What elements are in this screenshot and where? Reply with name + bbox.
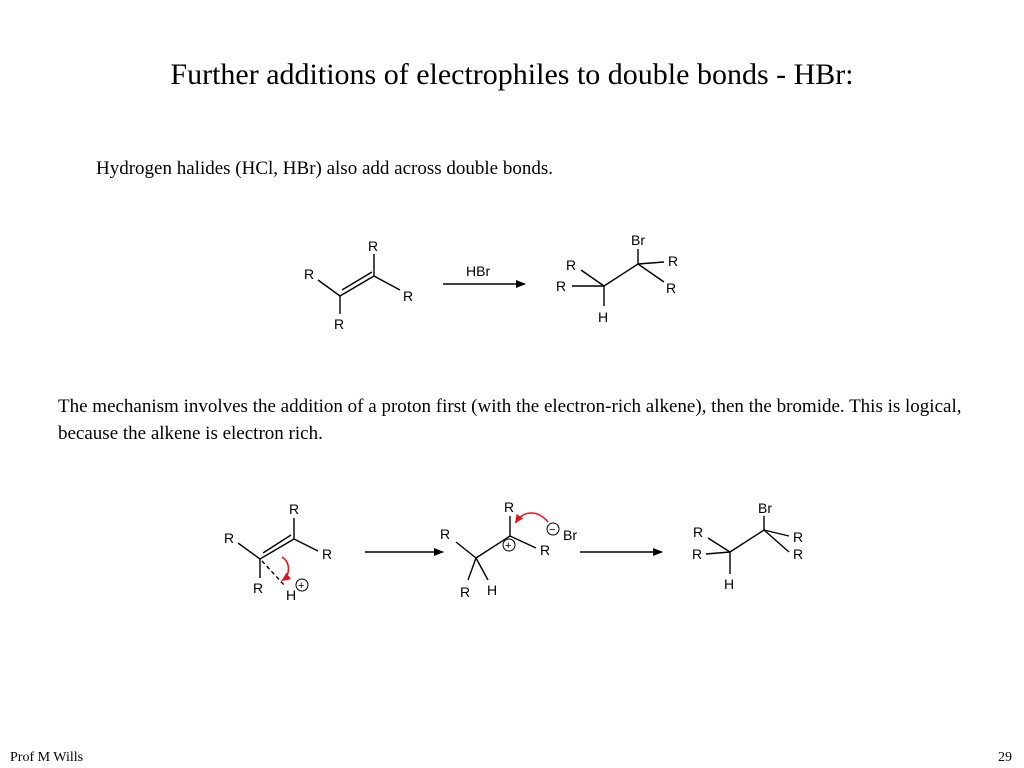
bond: [456, 542, 476, 558]
atom-label-r: R: [368, 238, 379, 254]
atom-label-r: R: [556, 278, 567, 294]
bond: [604, 264, 638, 286]
dashed-bond: [262, 561, 285, 586]
slide-title: Further additions of electrophiles to double bonds - HBr:: [170, 58, 854, 91]
bond: [708, 538, 730, 552]
atom-label-r: R: [460, 584, 471, 600]
top-product: [556, 232, 678, 325]
atom-label-r: R: [334, 316, 345, 332]
atom-label-r: R: [403, 288, 414, 304]
double-bond: [340, 276, 374, 296]
bond: [374, 276, 400, 290]
page-number: 29: [998, 750, 1012, 765]
atom-label-r: R: [793, 529, 804, 545]
atom-label-h: H: [598, 309, 609, 325]
atom-label-r: R: [322, 546, 333, 562]
intro-text: Hydrogen halides (HCl, HBr) also add across double bonds.: [96, 158, 553, 179]
atom-label-r: R: [304, 266, 315, 282]
atom-label-r: R: [666, 280, 677, 296]
atom-label-r: R: [440, 526, 451, 542]
charge-minus: −: [549, 524, 556, 536]
mechanism-text: The mechanism involves the addition of a proton first (with the electron-rich alkene), then the bromide. This is logical, because the alkene is electron rich.: [58, 396, 962, 444]
bond: [238, 543, 260, 559]
atom-label-r: R: [540, 542, 551, 558]
atom-label-h: H: [286, 587, 297, 603]
atom-label-h: H: [487, 582, 498, 598]
atom-label-r: R: [224, 530, 235, 546]
atom-label-r: R: [504, 499, 515, 515]
bond: [294, 539, 318, 551]
bond: [638, 262, 664, 264]
reagent-label: HBr: [466, 263, 491, 279]
double-bond: [260, 539, 294, 559]
bond: [730, 530, 764, 552]
atom-label-h: H: [724, 576, 735, 592]
top-reaction-arrow: [443, 263, 525, 284]
curly-arrow: [282, 557, 289, 580]
charge-plus: +: [298, 580, 305, 592]
atom-label-r: R: [253, 580, 264, 596]
atom-label-r: R: [692, 546, 703, 562]
atom-label-br: Br: [563, 527, 577, 543]
atom-label-br: Br: [758, 500, 772, 516]
mech-alkene: [224, 501, 332, 603]
atom-label-r: R: [793, 546, 804, 562]
bond: [638, 264, 664, 282]
bond: [581, 270, 604, 286]
bond: [706, 552, 730, 554]
footer-author: Prof M Wills: [10, 750, 84, 765]
charge-plus: +: [505, 540, 512, 552]
mech-carbocation: [440, 499, 577, 600]
bond: [318, 280, 340, 296]
atom-label-r: R: [693, 524, 704, 540]
mech-product: [692, 500, 803, 592]
atom-label-br: Br: [631, 232, 645, 248]
atom-label-r: R: [566, 257, 577, 273]
bond: [468, 558, 476, 580]
top-alkene: [304, 238, 413, 332]
curly-arrow: [516, 513, 548, 522]
bond: [476, 558, 488, 580]
atom-label-r: R: [668, 253, 679, 269]
double-bond-second-line: [342, 272, 372, 290]
atom-label-r: R: [289, 501, 300, 517]
